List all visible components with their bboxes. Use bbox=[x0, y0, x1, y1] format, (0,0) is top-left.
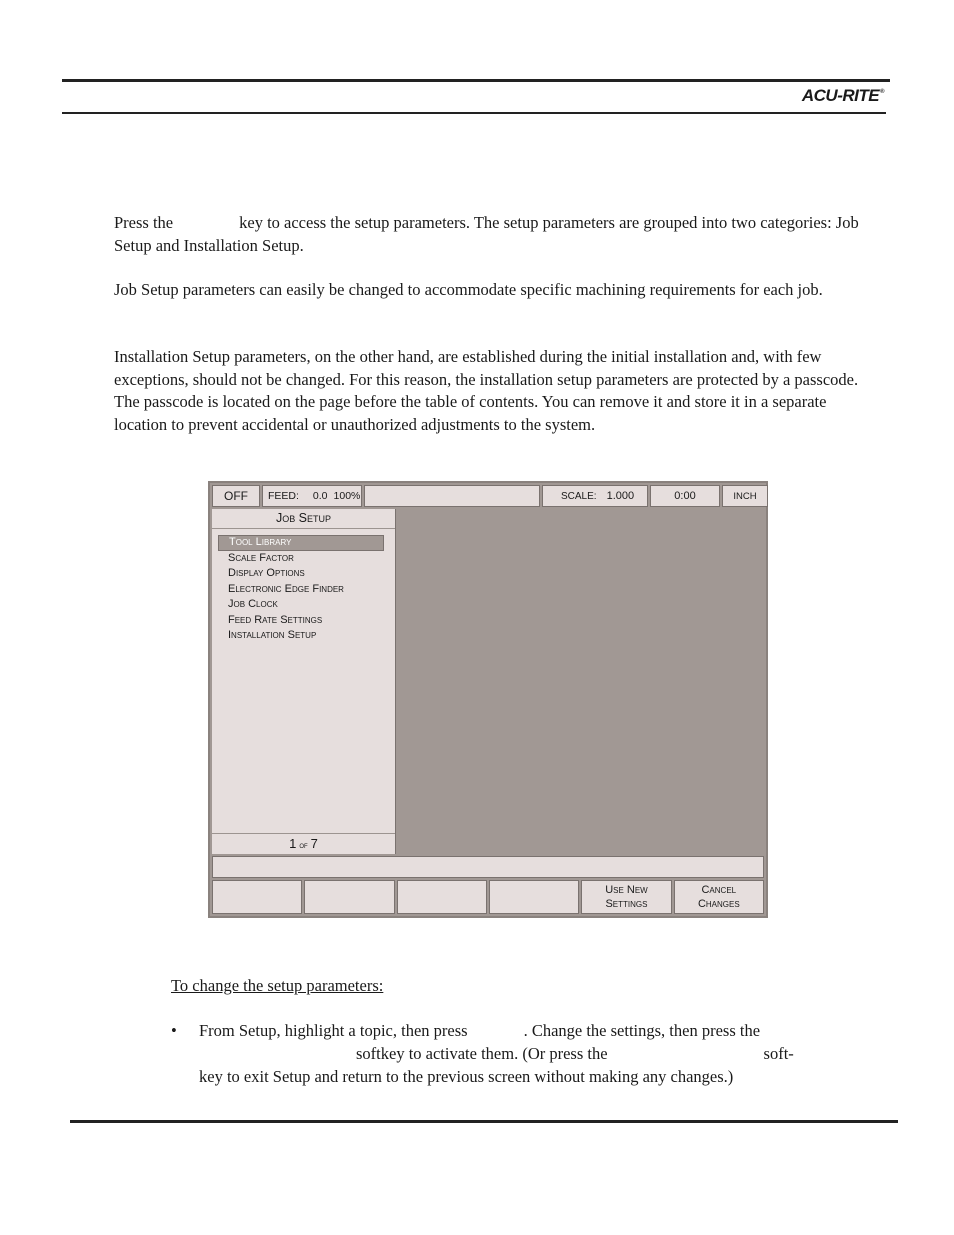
softkey-bar bbox=[212, 880, 764, 914]
message-bar bbox=[212, 856, 764, 878]
mode-indicator: OFF bbox=[212, 485, 260, 507]
installation-setup-paragraph: Installation Setup parameters, on the other hand, are established during the initial installation and, with few exceptions, should not be changed. For this reason, the installation setup parameters are protected by a passcode. The passcode is located on the page before the table of contents. You can remove it and store it in a separate location to prevent accidental or unauthorized adjustments to the system. bbox=[114, 347, 859, 434]
instruction-text: . Change the settings, then press the bbox=[523, 1021, 761, 1040]
intro-text-start: Press the bbox=[114, 213, 174, 232]
use-new-settings-softkey[interactable] bbox=[581, 880, 671, 914]
cancel-changes-softkey[interactable] bbox=[674, 880, 764, 914]
menu-item-job-clock[interactable]: Job Clock bbox=[228, 598, 278, 610]
scale-value: 1.000 bbox=[606, 490, 635, 502]
instruction-line-1 bbox=[199, 1020, 849, 1043]
page-total: 7 bbox=[310, 836, 318, 851]
header-rule-secondary bbox=[62, 112, 886, 114]
instruction-text: softkey to activate them. (Or press the bbox=[356, 1044, 608, 1063]
detail-panel bbox=[397, 509, 764, 854]
footer-rule bbox=[70, 1120, 898, 1123]
feed-label: FEED: bbox=[268, 490, 299, 502]
feed-value: 0.0 bbox=[312, 490, 328, 502]
units-indicator: INCH bbox=[722, 485, 768, 507]
scale-display bbox=[542, 485, 648, 507]
menu-item-electronic-edge-finder[interactable]: Electronic Edge Finder bbox=[228, 582, 344, 595]
menu-item-tool-library[interactable]: Tool Library bbox=[218, 535, 384, 551]
status-bar bbox=[212, 485, 764, 507]
intro-text-end: key to access the setup parameters. The setup parameters are grouped into two categories: Job Setup and Installation Setup. bbox=[114, 213, 859, 255]
menu-item-feed-rate-settings[interactable]: Feed Rate Settings bbox=[228, 613, 323, 626]
softkey-4[interactable] bbox=[489, 880, 579, 914]
job-setup-panel bbox=[212, 509, 396, 854]
softkey-2[interactable] bbox=[304, 880, 394, 914]
menu-item-display-options[interactable]: Display Options bbox=[228, 567, 305, 579]
softkey-label: Cancel bbox=[701, 884, 737, 896]
softkey-3[interactable] bbox=[397, 880, 487, 914]
job-clock-display: 0:00 bbox=[650, 485, 720, 507]
setup-menu bbox=[212, 535, 395, 644]
menu-item-installation-setup[interactable]: Installation Setup bbox=[228, 629, 317, 641]
page-current: 1 bbox=[289, 836, 297, 851]
softkey-label: Changes bbox=[697, 898, 740, 910]
softkey-1[interactable] bbox=[212, 880, 302, 914]
softkey-label: Settings bbox=[605, 898, 648, 910]
softkey-label: Use New bbox=[605, 884, 648, 896]
instruction-text: From Setup, highlight a topic, then press bbox=[199, 1021, 468, 1040]
status-blank bbox=[364, 485, 540, 507]
menu-item-scale-factor[interactable]: Scale Factor bbox=[228, 551, 294, 564]
feed-percent: 100% bbox=[333, 490, 361, 502]
intro-paragraph bbox=[114, 212, 864, 257]
acu-rite-logo: ACU-RITE® bbox=[801, 86, 884, 105]
panel-title: Job Setup bbox=[212, 509, 395, 529]
instruction-text: soft- bbox=[763, 1044, 794, 1063]
feed-display bbox=[262, 485, 362, 507]
scale-label: SCALE: bbox=[561, 490, 597, 502]
instruction-line-2 bbox=[199, 1043, 849, 1066]
page-of: of bbox=[299, 840, 308, 850]
header-rule bbox=[62, 79, 890, 82]
instructions-heading: To change the setup parameters: bbox=[171, 976, 384, 995]
job-setup-paragraph: Job Setup parameters can easily be changed to accommodate specific machining requirements for each job. bbox=[114, 280, 823, 299]
bullet-mark: • bbox=[171, 1021, 177, 1040]
instruction-line-3: key to exit Setup and return to the previous screen without making any changes.) bbox=[199, 1067, 734, 1086]
setup-screen-illustration bbox=[208, 481, 768, 918]
page-indicator bbox=[212, 833, 395, 854]
